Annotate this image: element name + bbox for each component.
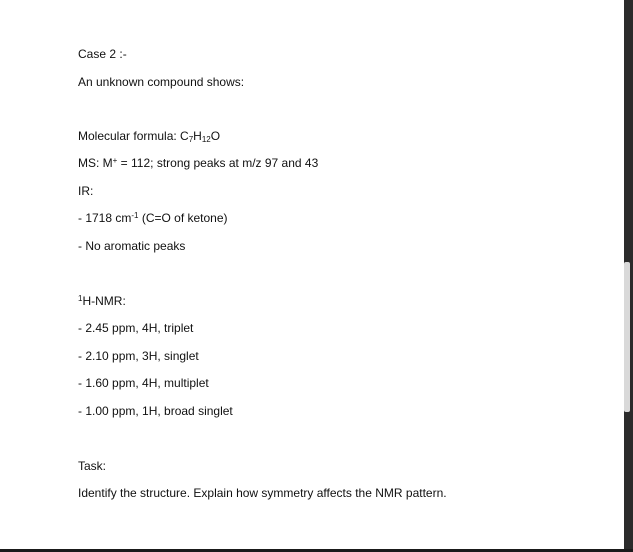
intro-text: An unknown compound shows: [78,75,245,89]
ms-details: = 112; strong peaks at m/z 97 and 43 [117,156,319,170]
hnmr-peak: - 1.60 ppm, 4H, multiplet [78,376,209,390]
case-title: Case 2 :- [78,47,127,61]
hnmr-label-text: H-NMR: [82,294,126,308]
task-text: Identify the structure. Explain how symmetry affects the NMR pattern. [78,486,447,500]
task-label: Task: [78,459,107,473]
formula-hydrogen: H [193,129,202,143]
molecular-formula-label: Molecular formula: [78,129,181,143]
ir-note: - No aromatic peaks [78,239,186,253]
ir-label: IR: [78,184,94,198]
formula-oxygen: O [210,129,221,143]
ir-peak-assignment: (C=O of ketone) [138,211,228,225]
ir-peak-prefix: - 1718 cm [78,211,132,225]
hnmr-peak: - 1.00 ppm, 1H, broad singlet [78,404,233,418]
ms-line [78,156,318,170]
ms-prefix: MS: M [78,156,113,170]
ms-charge: + [112,156,118,165]
formula-carbon: C [180,129,189,143]
ir-peak-exponent: -1 [131,211,139,220]
hnmr-isotope: 1 [78,294,83,303]
scrollbar-thumb[interactable] [624,262,630,412]
formula-hydrogen-count: 12 [201,135,211,144]
hnmr-peak: - 2.10 ppm, 3H, singlet [78,349,199,363]
molecular-formula-line [78,129,220,143]
formula-carbon-count: 7 [188,135,194,144]
hnmr-peak: - 2.45 ppm, 4H, triplet [78,321,194,335]
hnmr-label [78,294,126,308]
ir-peak-line [78,211,228,225]
